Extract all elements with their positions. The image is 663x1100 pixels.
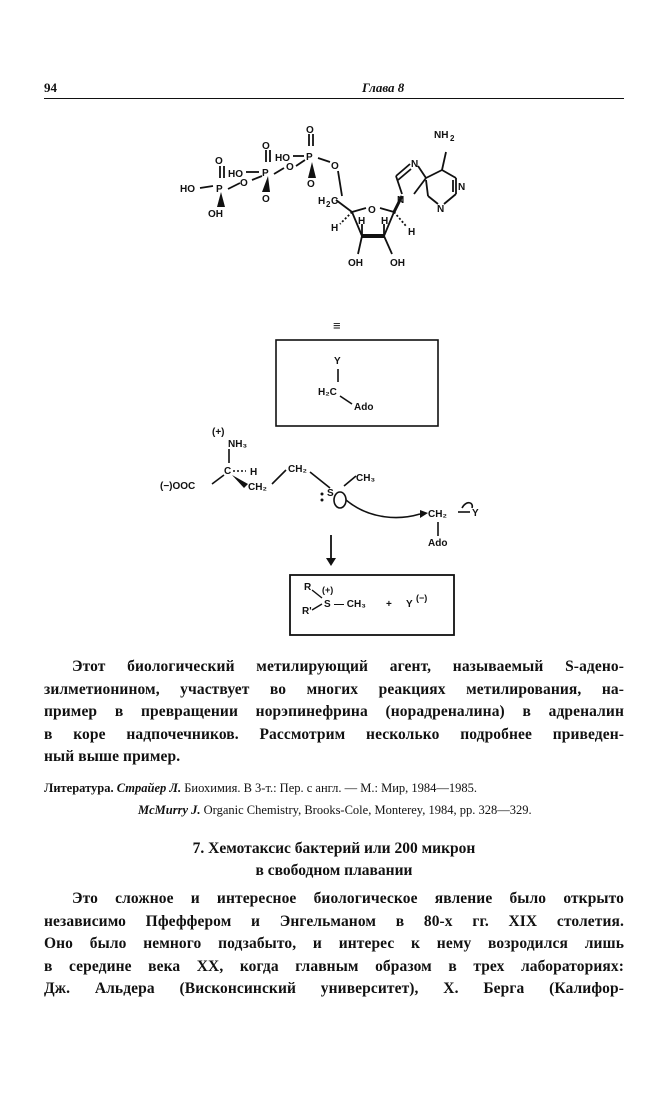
box2-plus: + (386, 599, 392, 610)
p1-oh: OH (208, 209, 223, 220)
reference-2-text: Organic Chemistry, Brooks-Cole, Monterey, 1984, pp. 328—329. (203, 803, 532, 817)
equivalence-symbol: ≡ (333, 318, 341, 333)
p2-o-below: O (262, 194, 270, 205)
sam-charge-plus: (+) (212, 427, 225, 438)
adenine-bond-h (444, 194, 456, 204)
ch2-c: C (331, 196, 339, 207)
paragraph-line: ный выше пример. (44, 748, 181, 765)
box2-r-prime-bond (312, 604, 322, 610)
p3-o-wedge (308, 162, 316, 178)
sam-ch3: CH₃ (356, 473, 376, 484)
paragraph-chemotaxis (44, 888, 624, 1001)
sam-h: H (250, 467, 258, 478)
attack-arrow (346, 500, 420, 517)
p3-o-right: O (331, 161, 339, 172)
ribose-o: O (368, 205, 376, 216)
paragraph-line: зилметионином, участвует во многих реакциях метилирования, на- (44, 680, 624, 698)
n1: N (458, 182, 466, 193)
p1-p2-bridge (252, 176, 262, 180)
s-ch3-bond (344, 476, 356, 486)
product-ado: Ado (428, 538, 448, 549)
adenine-bond-d (414, 178, 426, 194)
p2-o-right-bond (274, 168, 284, 174)
reference-1 (44, 777, 624, 799)
lone-pair-dot1 (321, 493, 324, 496)
p2-o-top: O (262, 141, 270, 152)
c4-h-bond (340, 212, 352, 224)
c2-oh-bond (384, 236, 392, 254)
box2-s: S (324, 599, 331, 610)
c1-h: H (408, 227, 416, 238)
p2-p3-bridge (296, 160, 305, 166)
ribose-o-c1 (380, 208, 394, 212)
p3-o-below: O (307, 179, 315, 190)
p1-ho: HO (180, 184, 195, 195)
ch2-s-bond (310, 472, 330, 488)
n7: N (411, 159, 419, 170)
p2-p: P (262, 168, 269, 179)
paragraph-line: пример в превращении норэпинефрина (норадреналина) в адреналин (44, 703, 624, 720)
sam-ch2-a: CH₂ (248, 482, 267, 493)
ribose-c4-o (352, 208, 366, 212)
section-heading (44, 838, 624, 882)
ca-ch2-wedge (232, 475, 248, 488)
paragraph-line: в середине века XX, когда главным образом в трех лабораториях: (44, 957, 624, 975)
adenine-bond-c (418, 166, 426, 178)
c2-h: H (381, 216, 389, 227)
sam-ch2-b: CH₂ (288, 464, 307, 475)
c6-nh2-bond (442, 152, 446, 170)
adenine-bond-e (426, 170, 442, 178)
adenine-bond-f (442, 170, 456, 178)
p2-o-right: O (286, 162, 294, 173)
reference-1-text: Биохимия. В 3-т.: Пер. с англ. — М.: Мир, 1984—1985. (184, 781, 478, 795)
box1-y: Y (334, 356, 341, 367)
attack-arrowhead (420, 510, 428, 518)
p1-o-right-bond (228, 183, 240, 189)
p3-ho: HO (275, 153, 290, 164)
box2-r: R (304, 582, 312, 593)
ch2-sub: 2 (326, 200, 331, 209)
c3-oh: OH (348, 258, 363, 269)
chapter-title: Глава 8 (362, 80, 405, 95)
references (44, 777, 624, 821)
sam-ooc: (−)OOC (160, 481, 196, 492)
adenosyl-box (276, 340, 438, 426)
nh2-sub: 2 (450, 134, 455, 143)
p3-o-top: O (306, 125, 314, 136)
adenine-bond-j (426, 180, 428, 196)
p1-p: P (216, 184, 223, 195)
adenine-bond-i (428, 196, 438, 204)
box2-ch3: — CH₃ (334, 599, 366, 610)
paragraph-sam (44, 656, 624, 769)
box2-r-prime: R' (302, 606, 312, 617)
product-y: Y (472, 508, 479, 519)
section-title-line2: в свободном плавании (255, 862, 413, 879)
sulfonium-box (290, 575, 454, 635)
reference-1-author: Страйер Л. (116, 781, 182, 795)
p3-p: P (306, 152, 313, 163)
box2-r-bond (312, 590, 322, 598)
sam-ca: C (224, 466, 232, 477)
box2-charge-minus: (−) (416, 593, 428, 603)
box1-h2c: H₂C (318, 387, 337, 398)
product-ch2: CH₂ (428, 509, 447, 520)
p3-o-right-bond (318, 158, 330, 162)
reaction-arrow-head (326, 558, 336, 566)
lone-pair-circle (334, 492, 346, 508)
ch2-to-c4-bond (336, 200, 352, 212)
box1-ado-bond (340, 396, 352, 404)
paragraph-line: Этот биологический метилирующий агент, называемый S-адено- (72, 658, 624, 675)
box2-y: Y (406, 599, 413, 610)
paragraph-line: Дж. Альдера (Висконсинский университет), Х. Берга (Калифор- (44, 980, 624, 997)
box2-charge-plus: (+) (322, 585, 334, 595)
product-arrow-curl (462, 503, 472, 508)
p1-o-top: O (215, 156, 223, 167)
paragraph-line: Это сложное и интересное биологическое явление было открыто (72, 890, 624, 907)
nh2-label: NH (434, 130, 449, 141)
reference-2-author: McMurry J. (138, 803, 201, 817)
ca-coo-bond (212, 475, 224, 484)
c3-oh-bond (358, 236, 362, 254)
adenine-bond-b2 (398, 169, 411, 180)
section-title-line1: 7. Хемотаксис бактерий или 200 микрон (192, 840, 476, 857)
lone-pair-dot2 (321, 499, 324, 502)
c2-oh: OH (390, 258, 405, 269)
paragraph-line: Оно было немного подзабыто, и интерес к нему возродился лишь (44, 935, 624, 952)
paragraph-line: в коре надпочечников. Рассмотрим несколько подробнее приведен- (44, 725, 624, 743)
ch2-ch2-bond (272, 470, 286, 484)
n3: N (437, 204, 445, 215)
p1-ho-bond (200, 186, 213, 188)
c3-h: H (358, 216, 366, 227)
paragraph-line: независимо Пфеффером и Энгельманом в 80-х гг. XIX столетия. (44, 912, 624, 930)
references-label: Литература. (44, 781, 114, 795)
c4-h: H (331, 223, 339, 234)
adenine-bond-b (396, 164, 410, 176)
c1-h-bond (394, 212, 406, 226)
page-number: 94 (44, 80, 57, 95)
sam-nh3: NH₃ (228, 439, 248, 450)
p2-ho: HO (228, 169, 243, 180)
n9: N (397, 195, 405, 206)
sam-s: S (327, 488, 334, 499)
p1-o-right: O (240, 178, 248, 189)
ch2-h: H (318, 196, 326, 207)
o-to-ch2-bond (338, 171, 342, 196)
reference-2 (44, 799, 624, 821)
box1-ado: Ado (354, 402, 374, 413)
